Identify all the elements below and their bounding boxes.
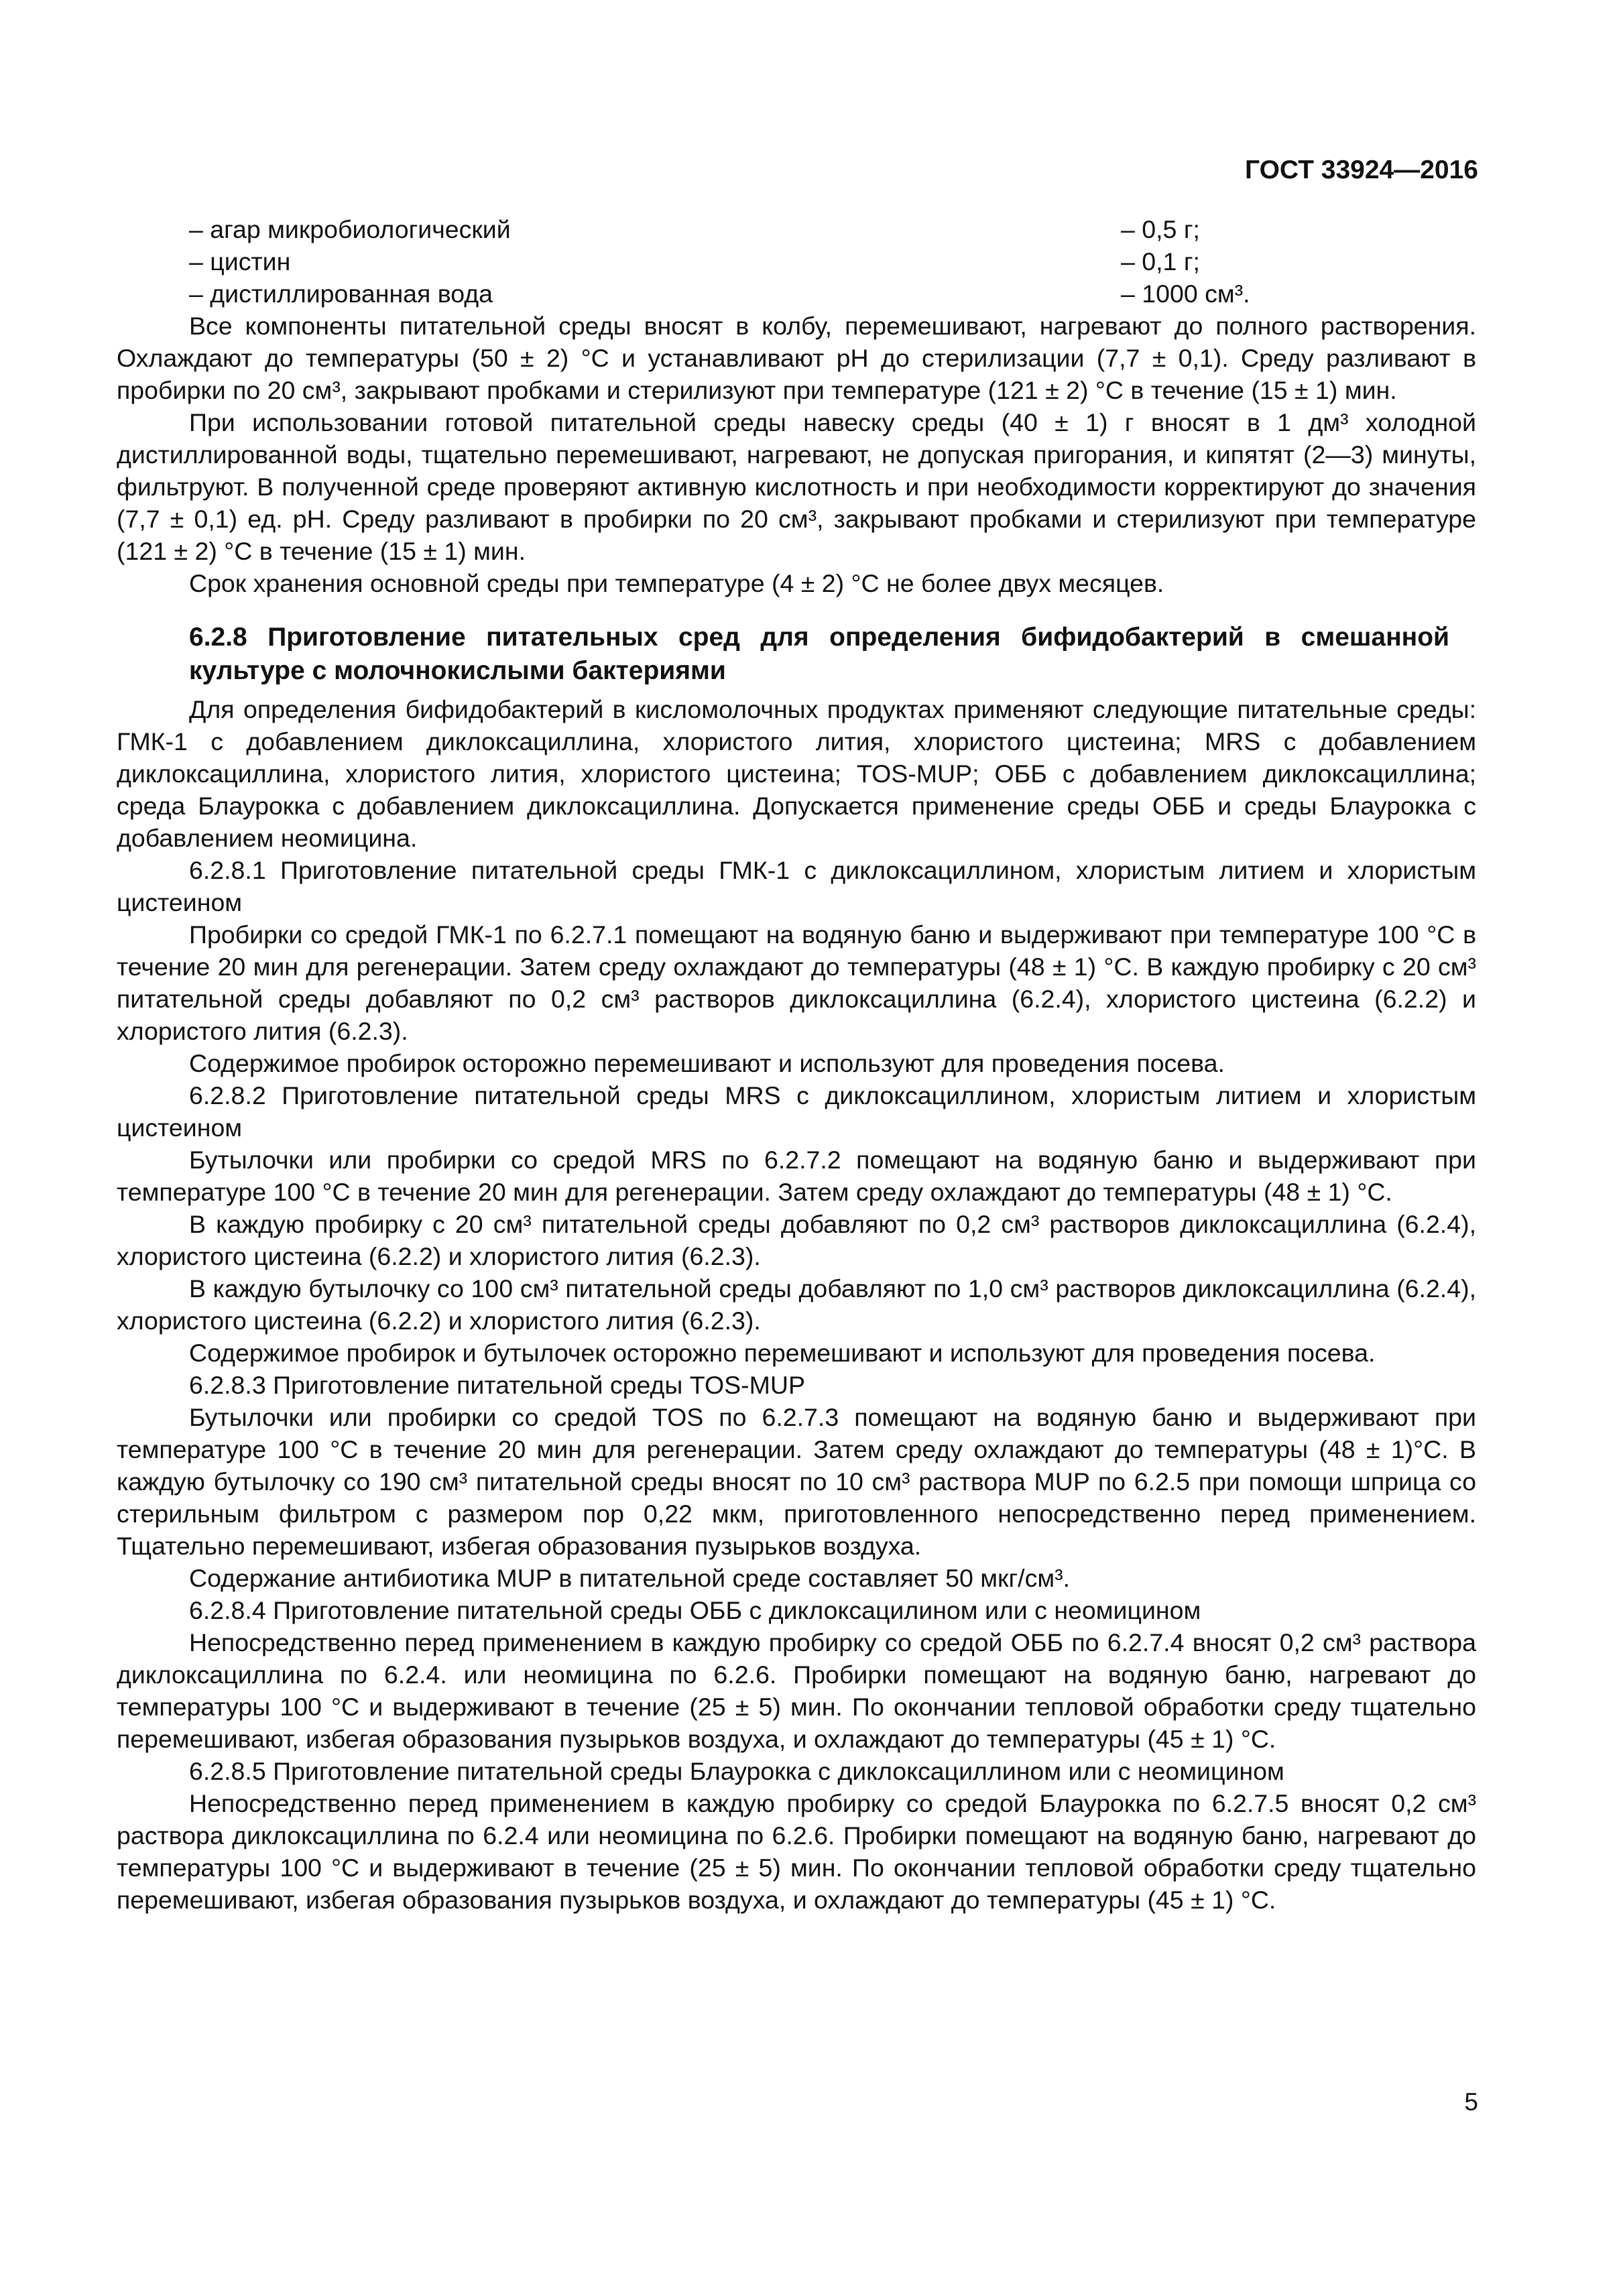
subsection-heading-6-2-8-5: 6.2.8.5 Приготовление питательной среды Блаурокка с диклоксациллином или с неомицином xyxy=(189,1757,1284,1785)
list-item-name: – дистиллированная вода xyxy=(189,280,493,308)
document-body xyxy=(117,213,1476,1916)
subsection-heading-6-2-8-4: 6.2.8.4 Приготовление питательной среды ОББ с диклоксацилином или с неомицином xyxy=(189,1596,1201,1624)
paragraph: Содержимое пробирок и бутылочек осторожно перемешивают и используют для проведения посева. xyxy=(189,1339,1376,1367)
paragraph: Содержимое пробирок осторожно перемешивают и используют для проведения посева. xyxy=(189,1049,1225,1077)
paragraph: Бутылочки или пробирки со средой MRS по 6.2.7.2 помещают на водяную баню и выдерживают при температуре 100 °С в течение 20 мин для регенерации. Затем среду охлаждают до температуры (48 ± 1) °С. xyxy=(117,1146,1476,1206)
list-item-value: – 1000 см³. xyxy=(1121,280,1250,308)
paragraph: Непосредственно перед применением в каждую пробирку со средой Блаурокка по 6.2.7.5 вносят 0,2 см³ раствора диклоксациллина по 6.2.4 или неомицина по 6.2.6. Пробирки помещают на водяную баню, нагревают до температуры 100 °С и выдерживают в течение (25 ± 5) мин. По окончании тепловой обработки среду тщательно перемешивают, избегая образования пузырьков воздуха, и охлаждают до температуры (45 ± 1) °С. xyxy=(117,1789,1476,1914)
list-item xyxy=(117,278,1476,310)
list-item-value: – 0,5 г; xyxy=(1121,215,1200,243)
paragraph: В каждую бутылочку со 100 см³ питательной среды добавляют по 1,0 см³ растворов диклоксациллина (6.2.4), хлористого цистеина (6.2.2) и хлористого лития (6.2.3). xyxy=(117,1274,1476,1335)
subsection-heading-6-2-8-1: 6.2.8.1 Приготовление питательной среды ГМК-1 с диклоксациллином, хлористым литием и хлористым цистеином xyxy=(117,856,1476,916)
list-item-name: – цистин xyxy=(189,247,291,276)
paragraph: При использовании готовой питательной среды навеску среды (40 ± 1) г вносят в 1 дм³ холодной дистиллированной воды, тщательно перемешивают, нагревают, не допуская пригорания, и кипятят (2—3) минуты, фильтруют. В полученной среде проверяют активную кислотность и при необходимости корректируют до значения (7,7 ± 0,1) ед. рН. Среду разливают в пробирки по 20 см³, закрывают пробками и стерилизуют при температуре (121 ± 2) °С в течение (15 ± 1) мин. xyxy=(117,408,1476,565)
paragraph: Все компоненты питательной среды вносят в колбу, перемешивают, нагревают до полного растворения. Охлаждают до температуры (50 ± 2) °С и устанавливают рН до стерилизации (7,7 ± 0,1). Среду разливают в пробирки по 20 см³, закрывают пробками и стерилизуют при температуре (121 ± 2) °С в течение (15 ± 1) мин. xyxy=(117,312,1476,404)
paragraph: Для определения бифидобактерий в кисломолочных продуктах применяют следующие питательные среды: ГМК-1 с добавлением диклоксациллина, хлористого лития, хлористого цистеина; MRS с добавлением диклоксациллина, хлористого лития, хлористого цистеина; TOS-MUP; ОББ с добавлением диклоксациллина; среда Блаурокка с добавлением диклоксациллина. Допускается применение среды ОББ и среды Блаурокка с добавлением неомицина. xyxy=(117,695,1476,852)
paragraph: Содержание антибиотика MUP в питательной среде составляет 50 мкг/см³. xyxy=(189,1564,1071,1592)
paragraph: Бутылочки или пробирки со средой TOS по 6.2.7.3 помещают на водяную баню и выдерживают при температуре 100 °С в течение 20 мин для регенерации. Затем среду охлаждают до температуры (48 ± 1)°С. В каждую бутылочку со 190 см³ питательной среды вносят по 10 см³ раствора MUP по 6.2.5 при помощи шприца со стерильным фильтром с размером пор 0,22 мкм, приготовленного непосредственно перед применением. Тщательно перемешивают, избегая образования пузырьков воздуха. xyxy=(117,1403,1476,1560)
document-header-title: ГОСТ 33924—2016 xyxy=(1245,156,1478,184)
subsection-heading-6-2-8-3: 6.2.8.3 Приготовление питательной среды TOS-MUP xyxy=(189,1371,805,1399)
list-item xyxy=(117,213,1476,245)
section-heading-6-2-8: 6.2.8 Приготовление питательных сред для определения бифидобактерий в смешанной культуре с молочнокислыми бактериями xyxy=(189,623,1449,685)
paragraph: Пробирки со средой ГМК-1 по 6.2.7.1 помещают на водяную баню и выдерживают при температуре 100 °С в течение 20 мин для регенерации. Затем среду охлаждают до температуры (48 ± 1) °С. В каждую пробирку с 20 см³ питательной среды добавляют по 0,2 см³ растворов диклоксациллина (6.2.4), хлористого цистеина (6.2.2) и хлористого лития (6.2.3). xyxy=(117,920,1476,1045)
list-item-value: – 0,1 г; xyxy=(1121,247,1200,276)
paragraph: Срок хранения основной среды при температуре (4 ± 2) °С не более двух месяцев. xyxy=(189,569,1164,597)
subsection-heading-6-2-8-2: 6.2.8.2 Приготовление питательной среды MRS с диклоксациллином, хлористым литием и хлористым цистеином xyxy=(117,1081,1476,1142)
list-item xyxy=(117,245,1476,278)
page-number: 5 xyxy=(1464,2088,1478,2116)
list-item-name: – агар микробиологический xyxy=(189,215,511,243)
paragraph: В каждую пробирку с 20 см³ питательной среды добавляют по 0,2 см³ растворов диклоксациллина (6.2.4), хлористого цистеина (6.2.2) и хлористого лития (6.2.3). xyxy=(117,1210,1476,1270)
paragraph: Непосредственно перед применением в каждую пробирку со средой ОББ по 6.2.7.4 вносят 0,2 см³ раствора диклоксациллина по 6.2.4. или неомицина по 6.2.6. Пробирки помещают на водяную баню, нагревают до температуры 100 °С и выдерживают в течение (25 ± 5) мин. По окончании тепловой обработки среду тщательно перемешивают, избегая образования пузырьков воздуха, и охлаждают до температуры (45 ± 1) °С. xyxy=(117,1628,1476,1753)
